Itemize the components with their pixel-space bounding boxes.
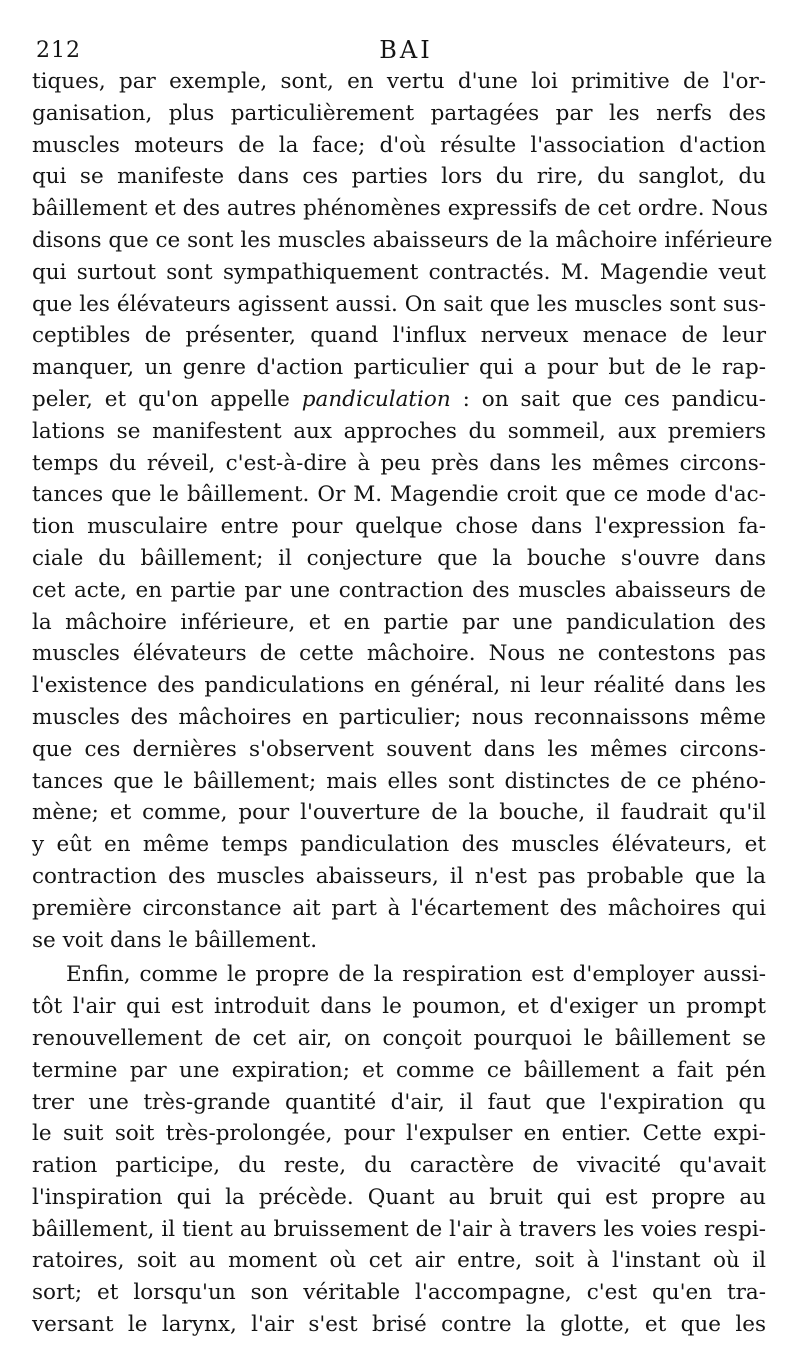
text-line: muscles élévateurs de cette mâchoire. Nous ne contestons pas: [32, 641, 766, 667]
text-line: première circonstance ait part à l'écartement des mâchoires qui: [32, 895, 766, 921]
text-segment: : on sait que ces pandicu-: [450, 386, 766, 412]
page-header: [36, 36, 776, 70]
running-head: BAI: [379, 36, 433, 64]
text-line: sort; et lorsqu'un son véritable l'accompagne, c'est qu'en tra-: [32, 1280, 766, 1306]
text-line: tances que le bâillement; mais elles sont distinctes de ce phéno-: [32, 768, 766, 794]
text-line: que ces dernières s'observent souvent dans les mêmes circons-: [32, 736, 766, 762]
text-line: ceptibles de présenter, quand l'influx nerveux menace de leur: [32, 323, 766, 349]
text-line: mène; et comme, pour l'ouverture de la bouche, il faudrait qu'il: [32, 800, 766, 826]
text-line: tiques, par exemple, sont, en vertu d'une loi primitive de l'or-: [32, 69, 766, 94]
text-line: Enfin, comme le propre de la respiration est d'employer aussi-: [66, 962, 766, 988]
italic-term: pandiculation: [301, 386, 451, 412]
text-line: tôt l'air qui est introduit dans le poumon, et d'exiger un prompt: [32, 994, 766, 1020]
text-line: tances que le bâillement. Or M. Magendie croit que ce mode d'ac-: [32, 482, 766, 508]
text-line: se voit dans le bâillement.: [32, 927, 318, 953]
text-line: qui surtout sont sympathiquement contractés. M. Magendie veut: [32, 259, 766, 285]
text-line: contraction des muscles abaisseurs, il n'est pas probable que la: [32, 863, 766, 889]
text-line: ciale du bâillement; il conjecture que la bouche s'ouvre dans: [32, 545, 766, 571]
text-line: disons que ce sont les muscles abaisseurs de la mâchoire inférieure: [32, 227, 773, 253]
text-line: muscles moteurs de la face; d'où résulte l'association d'action: [32, 132, 766, 158]
text-line: trer une très-grande quantité d'air, il faut que l'expiration qu: [32, 1089, 766, 1115]
text-line: ganisation, plus particulièrement partagées par les nerfs des: [32, 100, 766, 126]
text-line: l'inspiration qui la précède. Quant au bruit qui est propre au: [32, 1184, 766, 1210]
text-segment: peler, et qu'on appelle: [32, 386, 302, 412]
text-line: ratoires, soit au moment où cet air entre, soit à l'instant où il: [32, 1248, 766, 1274]
text-line: bâillement et des autres phénomènes expressifs de cet ordre. Nous: [32, 196, 768, 222]
text-line-pandiculation: [32, 384, 766, 416]
text-line: qui se manifeste dans ces parties lors du rire, du sanglot, du: [32, 164, 766, 190]
text-line: ration participe, du reste, du caractère de vivacité qu'avait: [32, 1153, 766, 1179]
text-line: bâillement, il tient au bruissement de l'air à travers les voies respi-: [32, 1216, 766, 1242]
text-line: tion musculaire entre pour quelque chose dans l'expression fa-: [32, 514, 766, 540]
text-line: manquer, un genre d'action particulier qui a pour but de le rap-: [32, 355, 766, 381]
text-line: muscles des mâchoires en particulier; nous reconnaissons même: [32, 704, 766, 730]
page-number: 212: [36, 38, 81, 63]
text-line: l'existence des pandiculations en général, ni leur réalité dans les: [32, 673, 766, 699]
text-line: le suit soit très-prolongée, pour l'expulser en entier. Cette expi-: [32, 1121, 766, 1147]
text-line: la mâchoire inférieure, et en partie par une pandiculation des: [32, 609, 766, 635]
text-line: cet acte, en partie par une contraction des muscles abaisseurs de: [32, 577, 766, 603]
text-line: versant le larynx, l'air s'est brisé contre la glotte, et que les: [32, 1312, 766, 1338]
text-line: temps du réveil, c'est-à-dire à peu près dans les mêmes circons-: [32, 450, 766, 476]
text-line: renouvellement de cet air, on conçoit pourquoi le bâillement se: [32, 1025, 766, 1051]
text-line: que les élévateurs agissent aussi. On sait que les muscles sont sus-: [32, 291, 766, 317]
text-line: y eût en même temps pandiculation des muscles élévateurs, et: [32, 832, 766, 858]
body-text: [32, 66, 773, 1341]
text-line: termine par une expiration; et comme ce bâillement a fait pén: [32, 1057, 766, 1083]
text-line: lations se manifestent aux approches du sommeil, aux premiers: [32, 418, 766, 444]
